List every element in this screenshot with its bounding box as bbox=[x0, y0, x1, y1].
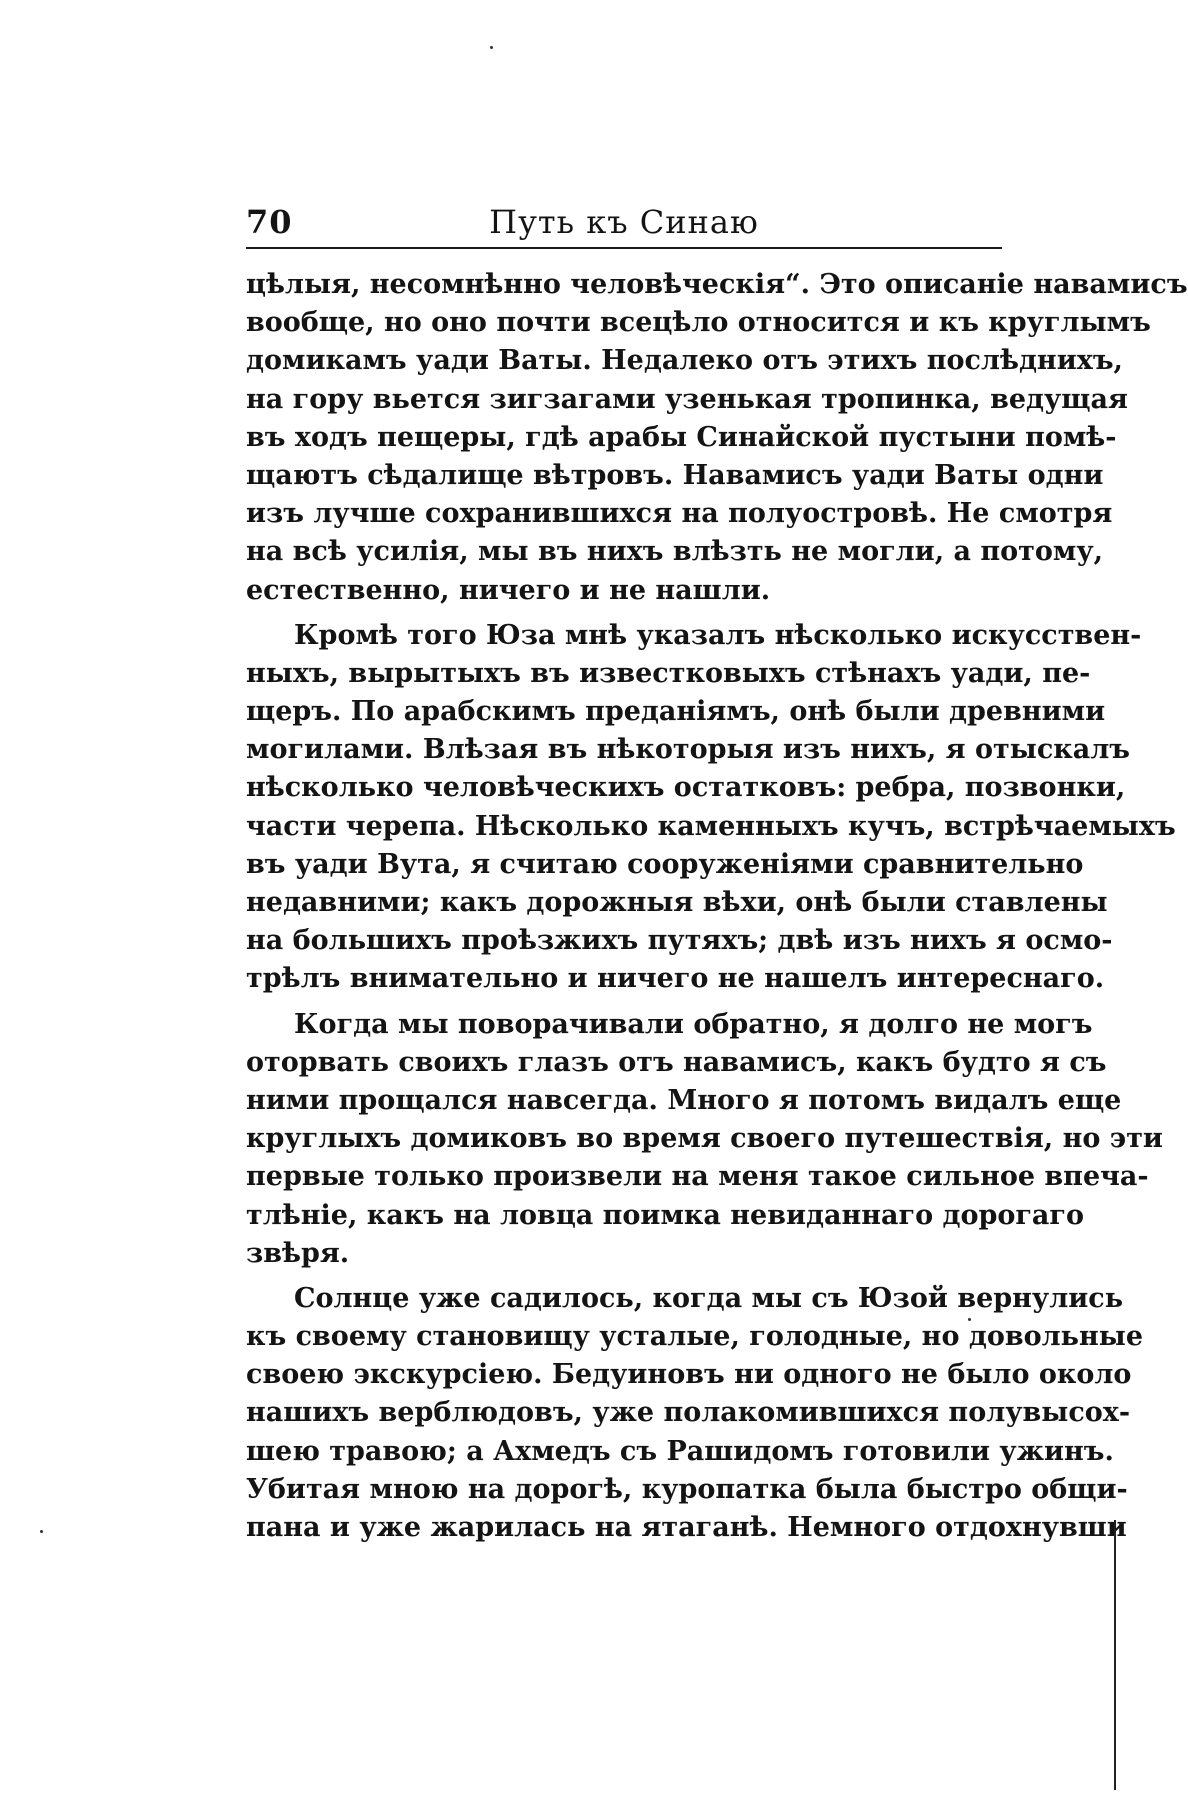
text-line: къ своему становищу усталые, голодные, но довольные bbox=[246, 1321, 1143, 1353]
text-line: звѣря. bbox=[246, 1237, 350, 1269]
text-line: нѣсколько человѣческихъ остатковъ: ребра, позвонки, bbox=[246, 772, 1126, 804]
text-line: вообще, но оно почти всецѣло относится и къ круглымъ bbox=[246, 307, 1151, 339]
page-header bbox=[246, 196, 1002, 246]
page-number: 70 bbox=[246, 203, 293, 241]
text-line: домикамъ уади Ваты. Недалеко отъ этихъ послѣднихъ, bbox=[246, 345, 1123, 377]
text-line: на гору вьется зигзагами узенькая тропинка, ведущая bbox=[246, 383, 1128, 415]
text-line: пана и уже жарилась на ятаганѣ. Немного отдохнувши bbox=[246, 1512, 1127, 1543]
text-line: трѣлъ внимательно и ничего не нашелъ интереснаго. bbox=[246, 963, 1105, 995]
text-line: недавними; какъ дорожныя вѣхи, онѣ были ставлены bbox=[246, 887, 1108, 918]
text-line: части черепа. Нѣсколько каменныхъ кучъ, встрѣчаемыхъ bbox=[246, 810, 1176, 842]
text-line: изъ лучше сохранившихся на полуостровѣ. Не смотря bbox=[246, 498, 1113, 530]
paragraph bbox=[246, 266, 1188, 610]
text-line: оторвать своихъ глазъ отъ навамисъ, какъ будто я съ bbox=[246, 1046, 1107, 1078]
scan-speck bbox=[968, 1318, 971, 1321]
text-line: ныхъ, вырытыхъ въ известковыхъ стѣнахъ уади, пе- bbox=[246, 657, 1091, 689]
text-line: ними прощался навсегда. Много я потомъ видалъ еще bbox=[246, 1084, 1122, 1116]
text-line: первые только произвели на меня такое сильное впеча- bbox=[246, 1161, 1149, 1193]
text-line: Солнце уже садилось, когда мы съ Юзой вернулись bbox=[294, 1282, 1124, 1314]
paragraph bbox=[246, 617, 1176, 999]
text-line: шею травою; а Ахмедъ съ Рашидомъ готовили ужинъ. bbox=[246, 1435, 1114, 1467]
running-title: Путь къ Синаю bbox=[489, 203, 759, 241]
text-line: Когда мы поворачивали обратно, я долго не могъ bbox=[294, 1008, 1093, 1040]
paragraph bbox=[246, 1006, 1163, 1273]
text-line: своею экскурсіею. Бедуиновъ ни одного не было около bbox=[246, 1359, 1132, 1391]
text-line: на всѣ усилія, мы въ нихъ влѣзть не могли, а потому, bbox=[246, 536, 1104, 568]
text-line: на большихъ проѣзжихъ путяхъ; двѣ изъ нихъ я осмо- bbox=[246, 925, 1113, 957]
header-rule bbox=[246, 247, 1002, 249]
text-line: цѣлыя, несомнѣнно человѣческія“. Это описаніе навамисъ bbox=[246, 269, 1188, 300]
text-line: естественно, ничего и не нашли. bbox=[246, 574, 771, 606]
text-line: щаютъ сѣдалище вѣтровъ. Навамисъ уади Ваты одни bbox=[246, 459, 1104, 491]
text-line: въ уади Вута, я считаю сооруженіями сравнительно bbox=[246, 848, 1084, 880]
text-line: въ ходъ пещеры, гдѣ арабы Синайской пустыни помѣ- bbox=[246, 421, 1117, 453]
text-line: Убитая мною на дорогѣ, куропатка была быстро общи- bbox=[246, 1473, 1128, 1505]
text-line: могилами. Влѣзая въ нѣкоторыя изъ нихъ, я отыскалъ bbox=[246, 734, 1131, 766]
text-line: тлѣніе, какъ на ловца поимка невиданнаго дорогаго bbox=[246, 1199, 1084, 1231]
page-edge-rule bbox=[1114, 1520, 1116, 1790]
text-line: щеръ. По арабскимъ преданіямъ, онѣ были древними bbox=[246, 696, 1106, 728]
scan-speck bbox=[40, 1530, 43, 1533]
text-line: круглыхъ домиковъ во время своего путешествія, но эти bbox=[246, 1123, 1163, 1155]
text-line: Кромѣ того Юза мнѣ указалъ нѣсколько искусствен- bbox=[294, 619, 1142, 651]
text-line: нашихъ верблюдовъ, уже полакомившихся полувысох- bbox=[246, 1397, 1131, 1429]
body-text bbox=[246, 266, 1188, 1554]
scan-speck bbox=[490, 46, 493, 49]
paragraph bbox=[246, 1280, 1143, 1547]
